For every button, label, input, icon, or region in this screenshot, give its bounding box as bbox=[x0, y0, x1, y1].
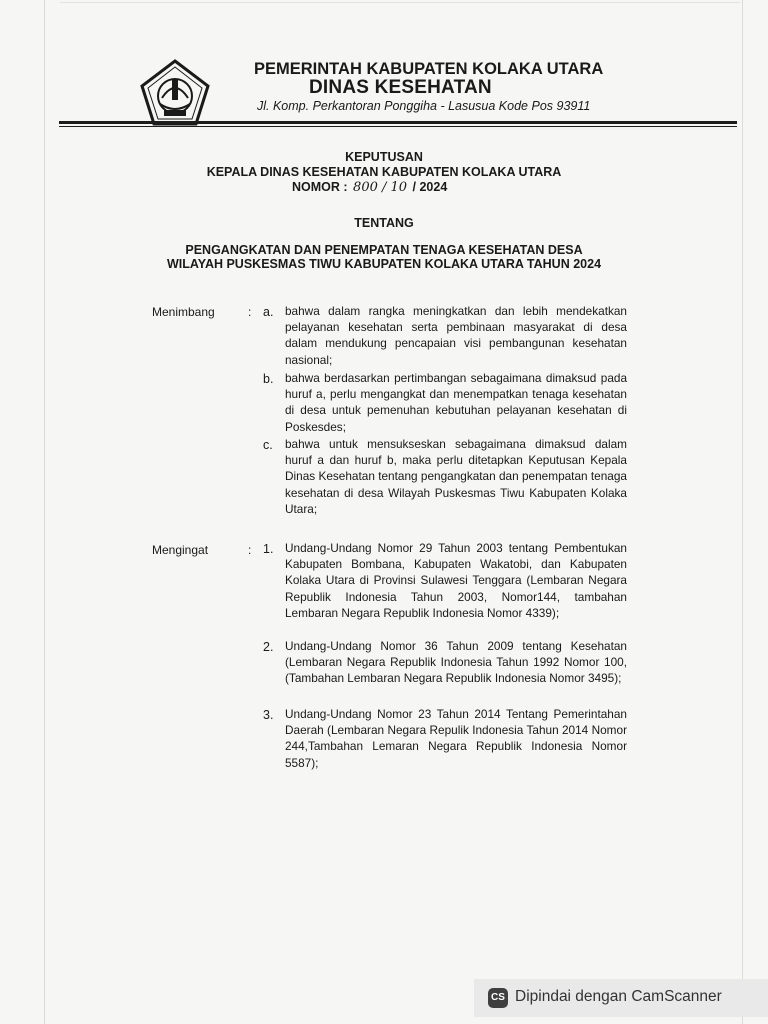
recalling-marker: 3. bbox=[263, 708, 274, 722]
watermark-text: Dipindai dengan CamScanner bbox=[515, 988, 722, 1005]
considering-item: bahwa berdasarkan pertimbangan sebagaimana dimaksud pada huruf a, perlu mengangkat dan menempatkan tenaga kesehatan di desa untuk pemenuhan kebutuhan pelayanan kesehatan di Poskesdes; bbox=[285, 371, 627, 434]
recalling-marker: 1. bbox=[263, 542, 274, 556]
camscanner-watermark bbox=[474, 979, 768, 1017]
considering-item: bahwa untuk mensukseskan sebagaimana dimaksud dalam huruf a dan huruf b, maka perlu ditetapkan Keputusan Kepala Dinas Kesehatan tentang pengangkatan dan penempatan tenaga kesehatan di desa Wilayah Puskesmas Tiwu Kabupaten Kolaka Utara; bbox=[285, 437, 627, 516]
number-year: / 2024 bbox=[412, 180, 448, 194]
letterhead-rule bbox=[59, 121, 737, 124]
letterhead-address: Jl. Komp. Perkantoran Ponggiha - Lasusua Kode Pos 93911 bbox=[257, 99, 591, 113]
letterhead-department: DINAS KESEHATAN bbox=[309, 77, 492, 98]
decision-title: KEPUTUSAN bbox=[345, 150, 423, 164]
considering-marker: c. bbox=[263, 438, 273, 452]
considering-label: Menimbang bbox=[152, 305, 215, 319]
recalling-item: Undang-Undang Nomor 36 Tahun 2009 tentang Kesehatan (Lembaran Negara Republik Indonesia Tahun 1992 Nomor 100, (Tambahan Lembaran Negara Republik Indonesia Nomor 3495); bbox=[285, 639, 627, 686]
considering-marker: b. bbox=[263, 372, 274, 386]
considering-colon: : bbox=[248, 305, 252, 319]
regency-emblem-icon bbox=[138, 58, 212, 128]
recalling-label: Mengingat bbox=[152, 543, 209, 557]
recalling-colon: : bbox=[248, 543, 252, 557]
about-heading: TENTANG bbox=[354, 216, 414, 230]
recalling-marker: 2. bbox=[263, 640, 274, 654]
considering-item: bahwa dalam rangka meningkatkan dan lebih mendekatkan pelayanan kesehatan serta pembinaan masyarakat di desa dalam mendukung pencapaian visi pembangunan kesehatan nasional; bbox=[285, 304, 627, 367]
subject-line-2: WILAYAH PUSKESMAS TIWU KABUPATEN KOLAKA UTARA TAHUN 2024 bbox=[166, 257, 602, 271]
number-label: NOMOR : bbox=[292, 180, 348, 194]
decision-number bbox=[292, 180, 447, 195]
camscanner-icon: CS bbox=[488, 988, 508, 1008]
number-handwritten: 800 / 10 bbox=[353, 180, 408, 195]
recalling-item: Undang-Undang Nomor 23 Tahun 2014 Tentang Pemerintahan Daerah (Lembaran Negara Repulik Indonesia Tahun 2014 Nomor 244,Tambahan Lemaran Negara Republik Indonesia Nomor 5587); bbox=[285, 707, 627, 770]
letterhead-rule-thin bbox=[59, 126, 737, 127]
subject-line-1: PENGANGKATAN DAN PENEMPATAN TENAGA KESEHATAN DESA bbox=[185, 243, 583, 257]
considering-marker: a. bbox=[263, 305, 274, 319]
letterhead-government: PEMERINTAH KABUPATEN KOLAKA UTARA bbox=[254, 60, 604, 78]
page-edge-top bbox=[60, 2, 740, 3]
recalling-item: Undang-Undang Nomor 29 Tahun 2003 tentang Pembentukan Kabupaten Bombana, Kabupaten Wakatobi, dan Kabupaten Kolaka Utara di Provinsi Sulawesi Tenggara (Lembaran Negara Republik Indonesia Tahun 2003, Nomor144, tambahan Lembaran Negara Republik Indonesia Nomor 4339); bbox=[285, 541, 627, 620]
decision-issuer: KEPALA DINAS KESEHATAN KABUPATEN KOLAKA UTARA bbox=[206, 165, 562, 179]
